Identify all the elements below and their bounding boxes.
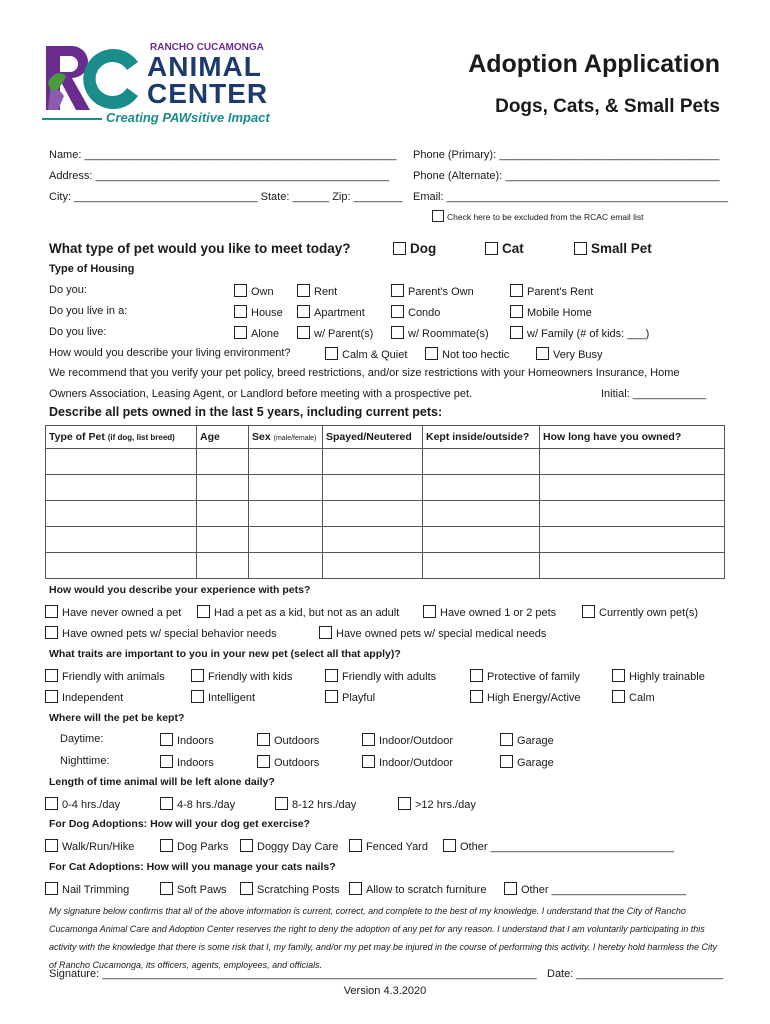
pets-owned-title: Describe all pets owned in the last 5 years, including current pets: bbox=[49, 405, 443, 419]
col-kept-inside-outside: Kept inside/outside? bbox=[423, 426, 540, 449]
cat-nails-question: For Cat Adoptions: How will you manage your cats nails? bbox=[49, 861, 336, 873]
friendly-adults-option[interactable]: Friendly with adults bbox=[325, 669, 436, 683]
checkbox-icon[interactable] bbox=[240, 839, 253, 852]
allow-scratch-option[interactable]: Allow to scratch furniture bbox=[349, 882, 486, 896]
checkbox-icon[interactable] bbox=[257, 755, 270, 768]
email-exclude-label: Check here to be excluded from the RCAC email list bbox=[447, 212, 644, 222]
pet-type-small[interactable] bbox=[574, 241, 652, 256]
email-field[interactable]: Email: ______________________________________________ bbox=[413, 191, 729, 203]
scratching-posts-option[interactable]: Scratching Posts bbox=[240, 882, 340, 896]
apartment-option[interactable]: Apartment bbox=[297, 305, 365, 319]
checkbox-icon[interactable] bbox=[160, 797, 173, 810]
rent-option[interactable]: Rent bbox=[297, 284, 337, 298]
dog-other-option[interactable]: Other ______________________________ bbox=[443, 839, 674, 853]
checkbox-icon[interactable] bbox=[485, 242, 498, 255]
col-spayed-neutered: Spayed/Neutered bbox=[323, 426, 423, 449]
live-in-label: Do you live in a: bbox=[49, 305, 128, 317]
checkbox-icon[interactable] bbox=[391, 326, 404, 339]
small-pet-label: Small Pet bbox=[591, 241, 652, 256]
checkbox-icon[interactable] bbox=[612, 690, 625, 703]
table-row[interactable] bbox=[46, 501, 725, 527]
signature-disclaimer: My signature below confirms that all of the above information is current, correct, and complete to the best of my knowledge. I understand that the City of Rancho Cucamonga Animal Care and Adoption Center reserves the right to deny the adoption of any pet for any reason. I understand that I am voluntarily participating in this activity with the knowledge that there is some risk that I, my family, and/or my pet may be injured in the course of performing this activity. I hereby hold harmless the City of Rancho Cucamonga, its officers, agents, employees, and officials. bbox=[49, 906, 717, 970]
signature-field[interactable]: Signature: _______________________________________________________________________ bbox=[49, 968, 537, 980]
alone-8-12-option[interactable]: 8-12 hrs./day bbox=[275, 797, 356, 811]
high-energy-option[interactable]: High Energy/Active bbox=[470, 690, 581, 704]
pet-type-question: What type of pet would you like to meet today? bbox=[49, 241, 351, 256]
date-field[interactable]: Date: ________________________ bbox=[547, 968, 724, 980]
checkbox-icon[interactable] bbox=[234, 284, 247, 297]
checkbox-icon[interactable] bbox=[275, 797, 288, 810]
checkbox-icon[interactable] bbox=[45, 797, 58, 810]
alone-option[interactable]: Alone bbox=[234, 326, 279, 340]
checkbox-icon[interactable] bbox=[234, 326, 247, 339]
nail-trimming-option[interactable]: Nail Trimming bbox=[45, 882, 129, 896]
checkbox-icon[interactable] bbox=[297, 326, 310, 339]
pet-type-cat[interactable] bbox=[485, 241, 524, 256]
col-type-of-pet: Type of Pet (if dog, list breed) bbox=[46, 426, 197, 449]
checkbox-icon[interactable] bbox=[391, 305, 404, 318]
checkbox-icon[interactable] bbox=[45, 605, 58, 618]
checkbox-icon[interactable] bbox=[197, 605, 210, 618]
checkbox-icon[interactable] bbox=[504, 882, 517, 895]
checkbox-icon[interactable] bbox=[325, 347, 338, 360]
never-owned-option[interactable]: Have never owned a pet bbox=[45, 605, 181, 619]
logo-top-text: RANCHO CUCAMONGA bbox=[150, 42, 264, 53]
logo-line bbox=[42, 118, 102, 121]
checkbox-icon[interactable] bbox=[391, 284, 404, 297]
checkbox-icon[interactable] bbox=[582, 605, 595, 618]
dog-parks-option[interactable]: Dog Parks bbox=[160, 839, 228, 853]
walk-run-option[interactable]: Walk/Run/Hike bbox=[45, 839, 134, 853]
recommend-line-2: Owners Association, Leasing Agent, or Landlord before meeting with a prospective pet. bbox=[49, 388, 473, 400]
checkbox-icon[interactable] bbox=[257, 733, 270, 746]
kept-question: Where will the pet be kept? bbox=[49, 712, 185, 724]
with-parents-option[interactable]: w/ Parent(s) bbox=[297, 326, 373, 340]
not-hectic-option[interactable]: Not too hectic bbox=[425, 347, 509, 361]
checkbox-icon[interactable] bbox=[45, 669, 58, 682]
calm-quiet-option[interactable]: Calm & Quiet bbox=[325, 347, 407, 361]
mobile-home-option[interactable]: Mobile Home bbox=[510, 305, 592, 319]
version-label: Version 4.3.2020 bbox=[343, 985, 427, 997]
owned-1-2-option[interactable]: Have owned 1 or 2 pets bbox=[423, 605, 556, 619]
pet-type-dog[interactable] bbox=[393, 241, 436, 256]
checkbox-icon[interactable] bbox=[191, 690, 204, 703]
checkbox-icon[interactable] bbox=[240, 882, 253, 895]
checkbox-icon[interactable] bbox=[45, 882, 58, 895]
checkbox-icon[interactable] bbox=[349, 882, 362, 895]
cat-label: Cat bbox=[502, 241, 524, 256]
checkbox-icon[interactable] bbox=[160, 755, 173, 768]
phone-alternate-field[interactable]: Phone (Alternate): ___________________________________ bbox=[413, 170, 720, 182]
nighttime-label: Nighttime: bbox=[60, 755, 110, 767]
checkbox-icon[interactable] bbox=[191, 669, 204, 682]
cat-other-option[interactable]: Other ______________________ bbox=[504, 882, 686, 896]
checkbox-icon[interactable] bbox=[510, 326, 523, 339]
rc-logo-icon bbox=[42, 42, 142, 114]
checkbox-icon[interactable] bbox=[425, 347, 438, 360]
checkbox-icon[interactable] bbox=[234, 305, 247, 318]
col-sex: Sex (male/female) bbox=[249, 426, 323, 449]
checkbox-icon[interactable] bbox=[500, 755, 513, 768]
alone-question: Length of time animal will be left alone daily? bbox=[49, 776, 275, 788]
col-how-long-owned: How long have you owned? bbox=[540, 426, 725, 449]
housing-title: Type of Housing bbox=[49, 263, 135, 275]
parents-own-option[interactable]: Parent's Own bbox=[391, 284, 474, 298]
with-family-option[interactable]: w/ Family (# of kids: ___) bbox=[510, 326, 649, 340]
table-header-row bbox=[46, 426, 725, 449]
night-indoors-option[interactable]: Indoors bbox=[160, 755, 214, 769]
alone-0-4-option[interactable]: 0-4 hrs./day bbox=[45, 797, 120, 811]
checkbox-icon[interactable] bbox=[500, 733, 513, 746]
checkbox-icon[interactable] bbox=[536, 347, 549, 360]
checkbox-icon[interactable] bbox=[510, 284, 523, 297]
checkbox-icon[interactable] bbox=[470, 669, 483, 682]
logo-tagline: Creating PAWsitive Impact bbox=[106, 110, 270, 125]
checkbox-icon[interactable] bbox=[325, 669, 338, 682]
recommend-line-1: We recommend that you verify your pet policy, breed restrictions, and/or size restrictions with your Homeowners Insurance, Home bbox=[49, 367, 680, 379]
checkbox-icon[interactable] bbox=[362, 733, 375, 746]
day-indoors-option[interactable]: Indoors bbox=[160, 733, 214, 747]
city-state-zip-field[interactable]: City: ______________________________ State: ______ Zip: ________ bbox=[49, 191, 403, 203]
alone-4-8-option[interactable]: 4-8 hrs./day bbox=[160, 797, 235, 811]
checkbox-icon[interactable] bbox=[612, 669, 625, 682]
house-option[interactable]: House bbox=[234, 305, 283, 319]
live-with-label: Do you live: bbox=[49, 326, 107, 338]
initial-field[interactable]: Initial: ____________ bbox=[601, 388, 707, 400]
checkbox-icon[interactable] bbox=[574, 242, 587, 255]
checkbox-icon[interactable] bbox=[297, 305, 310, 318]
friendly-animals-option[interactable]: Friendly with animals bbox=[45, 669, 165, 683]
checkbox-icon[interactable] bbox=[349, 839, 362, 852]
checkbox-icon[interactable] bbox=[510, 305, 523, 318]
night-outdoors-option[interactable]: Outdoors bbox=[257, 755, 319, 769]
with-roommates-option[interactable]: w/ Roommate(s) bbox=[391, 326, 489, 340]
email-exclude-option[interactable] bbox=[432, 210, 644, 222]
trainable-option[interactable]: Highly trainable bbox=[612, 669, 705, 683]
checkbox-icon[interactable] bbox=[393, 242, 406, 255]
intelligent-option[interactable]: Intelligent bbox=[191, 690, 255, 704]
page-title: Adoption Application bbox=[468, 50, 720, 78]
checkbox-icon[interactable] bbox=[160, 733, 173, 746]
fenced-yard-option[interactable]: Fenced Yard bbox=[349, 839, 428, 853]
checkbox-icon[interactable] bbox=[319, 626, 332, 639]
checkbox-icon[interactable] bbox=[423, 605, 436, 618]
traits-question: What traits are important to you in your new pet (select all that apply)? bbox=[49, 648, 401, 660]
alone-12-plus-option[interactable]: >12 hrs./day bbox=[398, 797, 476, 811]
checkbox-icon[interactable] bbox=[45, 626, 58, 639]
dog-label: Dog bbox=[410, 241, 437, 256]
parents-rent-option[interactable]: Parent's Rent bbox=[510, 284, 593, 298]
pet-as-kid-option[interactable]: Had a pet as a kid, but not as an adult bbox=[197, 605, 399, 619]
checkbox-icon[interactable] bbox=[325, 690, 338, 703]
checkbox-icon[interactable] bbox=[398, 797, 411, 810]
address-field[interactable]: Address: ________________________________________________ bbox=[49, 170, 390, 182]
table-row[interactable] bbox=[46, 449, 725, 475]
condo-option[interactable]: Condo bbox=[391, 305, 440, 319]
checkbox-icon[interactable] bbox=[160, 839, 173, 852]
playful-option[interactable]: Playful bbox=[325, 690, 375, 704]
table-row[interactable] bbox=[46, 553, 725, 579]
checkbox-icon[interactable] bbox=[297, 284, 310, 297]
daytime-label: Daytime: bbox=[60, 733, 104, 745]
checkbox-icon[interactable] bbox=[362, 755, 375, 768]
day-inout-option[interactable]: Indoor/Outdoor bbox=[362, 733, 453, 747]
logo-animal-text: ANIMAL bbox=[147, 51, 262, 82]
friendly-kids-option[interactable]: Friendly with kids bbox=[191, 669, 292, 683]
checkbox-icon[interactable] bbox=[160, 882, 173, 895]
night-inout-option[interactable]: Indoor/Outdoor bbox=[362, 755, 453, 769]
checkbox-icon[interactable] bbox=[432, 210, 444, 222]
doggy-daycare-option[interactable]: Doggy Day Care bbox=[240, 839, 338, 853]
checkbox-icon[interactable] bbox=[470, 690, 483, 703]
pets-owned-table bbox=[45, 425, 725, 579]
soft-paws-option[interactable]: Soft Paws bbox=[160, 882, 227, 896]
protective-option[interactable]: Protective of family bbox=[470, 669, 580, 683]
day-outdoors-option[interactable]: Outdoors bbox=[257, 733, 319, 747]
table-row[interactable] bbox=[46, 475, 725, 501]
checkbox-icon[interactable] bbox=[443, 839, 456, 852]
phone-primary-field[interactable]: Phone (Primary): ____________________________________ bbox=[413, 149, 720, 161]
table-row[interactable] bbox=[46, 527, 725, 553]
logo-center-text: CENTER bbox=[147, 78, 269, 109]
checkbox-icon[interactable] bbox=[45, 690, 58, 703]
environment-question: How would you describe your living environment? bbox=[49, 347, 291, 359]
experience-question: How would you describe your experience with pets? bbox=[49, 584, 311, 596]
own-option[interactable]: Own bbox=[234, 284, 274, 298]
independent-option[interactable]: Independent bbox=[45, 690, 123, 704]
currently-own-option[interactable]: Currently own pet(s) bbox=[582, 605, 698, 619]
dog-exercise-question: For Dog Adoptions: How will your dog get exercise? bbox=[49, 818, 310, 830]
col-age: Age bbox=[197, 426, 249, 449]
day-garage-option[interactable]: Garage bbox=[500, 733, 554, 747]
checkbox-icon[interactable] bbox=[45, 839, 58, 852]
calm-option[interactable]: Calm bbox=[612, 690, 655, 704]
behavior-needs-option[interactable]: Have owned pets w/ special behavior needs bbox=[45, 626, 277, 640]
name-field[interactable]: Name: ___________________________________________________ bbox=[49, 149, 397, 161]
very-busy-option[interactable]: Very Busy bbox=[536, 347, 603, 361]
do-you-label: Do you: bbox=[49, 284, 87, 296]
page-subtitle: Dogs, Cats, & Small Pets bbox=[495, 96, 720, 117]
medical-needs-option[interactable]: Have owned pets w/ special medical needs bbox=[319, 626, 546, 640]
night-garage-option[interactable]: Garage bbox=[500, 755, 554, 769]
